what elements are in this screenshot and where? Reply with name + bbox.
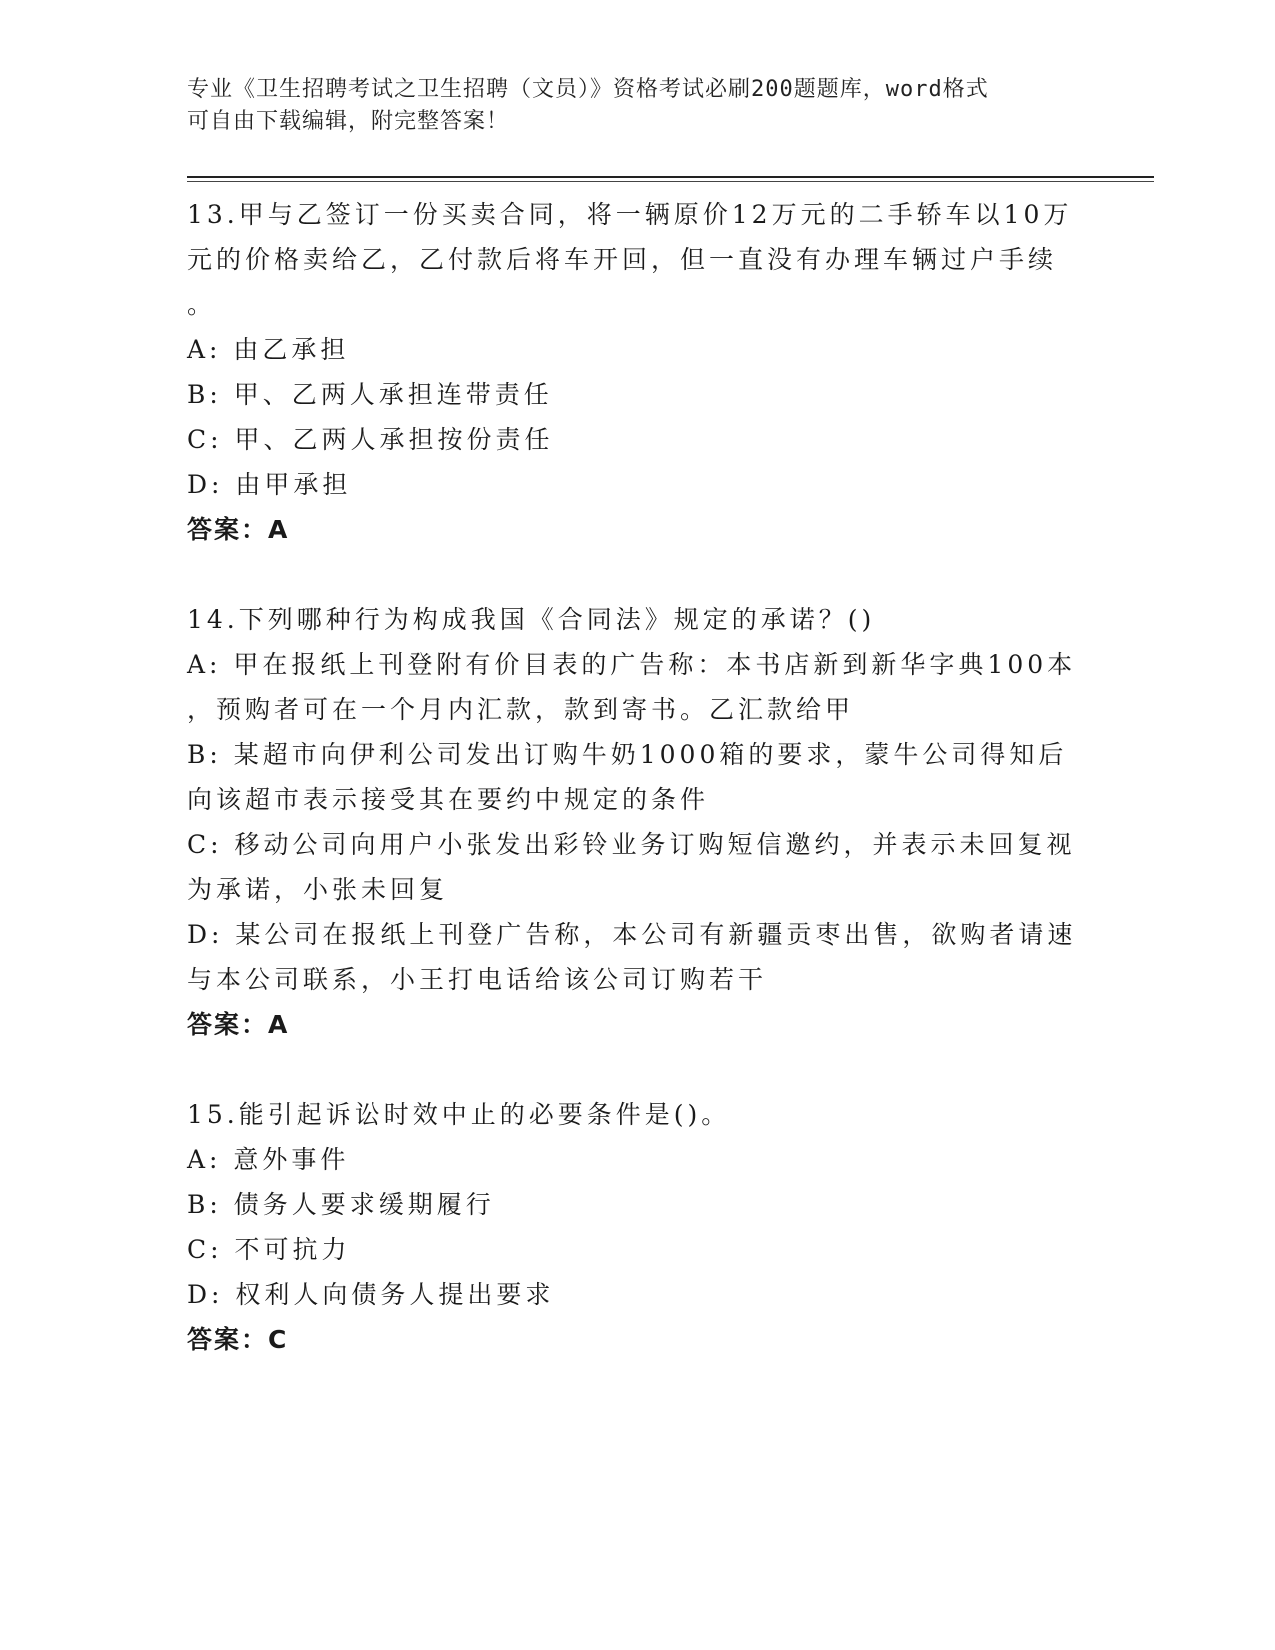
spacer — [187, 1048, 1087, 1092]
header-divider-thin — [187, 181, 1154, 182]
spacer — [187, 553, 1087, 597]
option-a: A: 意外事件 — [187, 1145, 350, 1174]
option-a: A: 由乙承担 — [187, 335, 350, 364]
option-c: C: 移动公司向用户小张发出彩铃业务订购短信邀约，并表示未回复视 — [187, 830, 1076, 859]
answer-label: 答案：A — [187, 1010, 290, 1039]
header-divider-thick — [187, 176, 1154, 178]
question-14 — [187, 597, 1087, 1048]
document-header — [187, 74, 1067, 138]
question-list — [187, 192, 1087, 1363]
answer-label: 答案：A — [187, 515, 290, 544]
option-a: A: 甲在报纸上刊登附有价目表的广告称：本书店新到新华字典100本 — [187, 650, 1077, 679]
option-a-continued: ，预购者可在一个月内汇款，款到寄书。乙汇款给甲 — [187, 695, 855, 724]
option-d: D: 某公司在报纸上刊登广告称，本公司有新疆贡枣出售，欲购者请速 — [187, 920, 1077, 949]
question-stem-line: 13.甲与乙签订一份买卖合同，将一辆原价12万元的二手轿车以10万 — [187, 200, 1073, 229]
question-15 — [187, 1092, 1087, 1363]
option-c-continued: 为承诺，小张未回复 — [187, 875, 449, 904]
header-line-1: 专业《卫生招聘考试之卫生招聘（文员）》资格考试必刷200题题库，word格式 — [187, 77, 989, 102]
question-stem-line: 元的价格卖给乙，乙付款后将车开回，但一直没有办理车辆过户手续 — [187, 245, 1058, 274]
option-b: B: 甲、乙两人承担连带责任 — [187, 380, 553, 409]
option-c: C: 不可抗力 — [187, 1235, 351, 1264]
option-b: B: 某超市向伊利公司发出订购牛奶1000箱的要求，蒙牛公司得知后 — [187, 740, 1068, 769]
question-stem-line: 。 — [187, 290, 217, 319]
question-13 — [187, 192, 1087, 553]
answer-label: 答案：C — [187, 1325, 289, 1354]
option-d: D: 由甲承担 — [187, 470, 352, 499]
header-line-2: 可自由下载编辑，附完整答案！ — [187, 109, 510, 134]
option-b: B: 债务人要求缓期履行 — [187, 1190, 495, 1219]
option-d: D: 权利人向债务人提出要求 — [187, 1280, 555, 1309]
question-stem-line: 15.能引起诉讼时效中止的必要条件是()。 — [187, 1100, 731, 1129]
option-d-continued: 与本公司联系，小王打电话给该公司订购若干 — [187, 965, 768, 994]
option-c: C: 甲、乙两人承担按份责任 — [187, 425, 554, 454]
question-stem-line: 14.下列哪种行为构成我国《合同法》规定的承诺？() — [187, 605, 876, 634]
option-b-continued: 向该超市表示接受其在要约中规定的条件 — [187, 785, 710, 814]
